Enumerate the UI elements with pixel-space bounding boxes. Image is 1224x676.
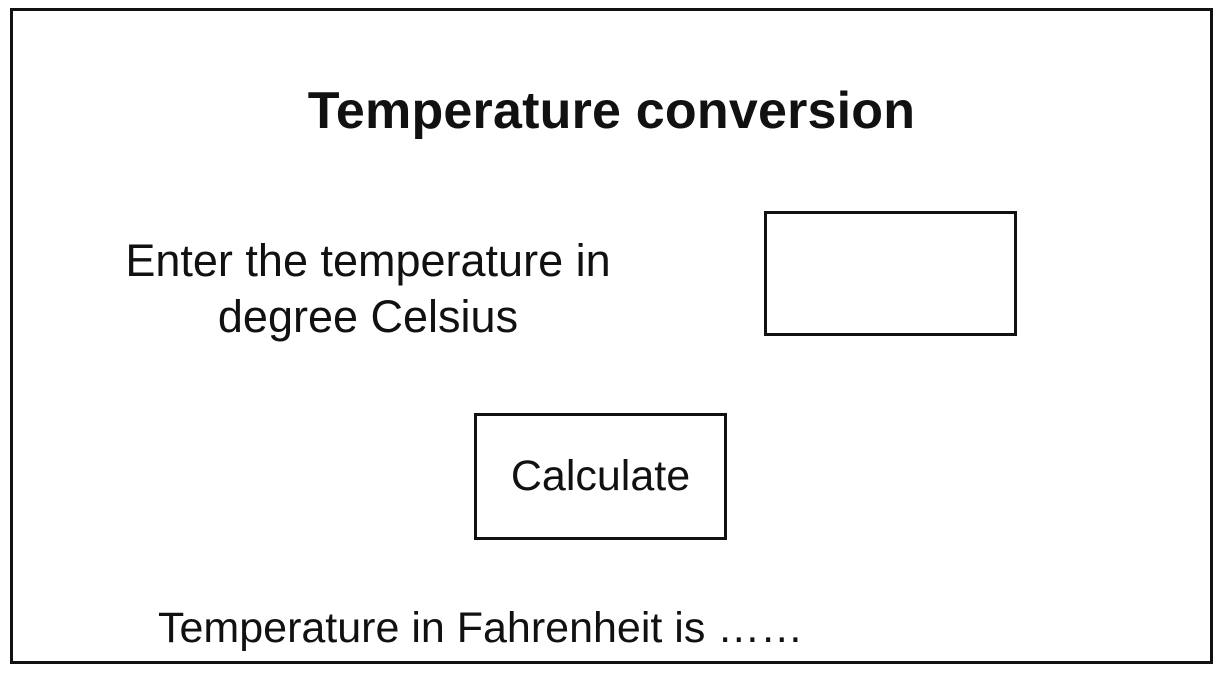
celsius-prompt-label	[73, 233, 663, 345]
celsius-input[interactable]	[764, 211, 1017, 336]
calculate-button[interactable]: Calculate	[474, 413, 727, 540]
fahrenheit-result-text: Temperature in Fahrenheit is ……	[158, 604, 804, 652]
celsius-prompt-line-2: degree Celsius	[217, 291, 519, 342]
converter-form	[10, 8, 1213, 664]
celsius-prompt-line-1: Enter the temperature in	[125, 235, 611, 286]
page-title: Temperature conversion	[307, 82, 916, 140]
